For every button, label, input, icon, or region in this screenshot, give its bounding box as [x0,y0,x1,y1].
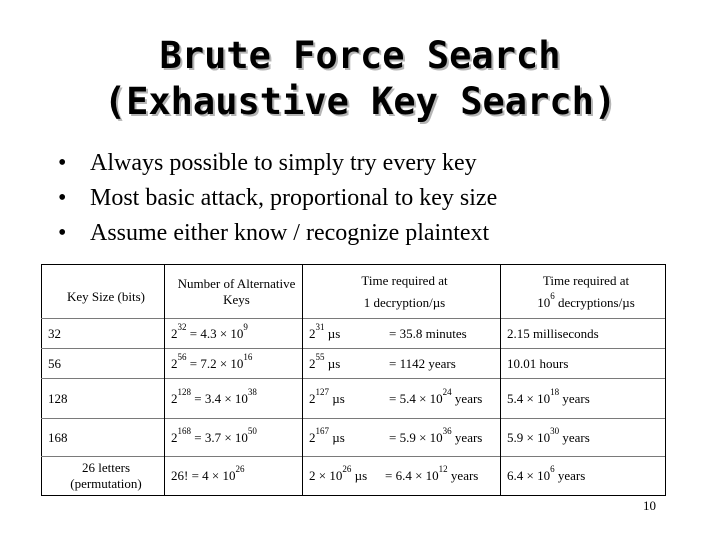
bullet-text: Always possible to simply try every key [90,150,477,176]
slide-title-line-2: (Exhaustive Key Search) [103,80,617,123]
slide-title-line-1: Brute Force Search [159,34,561,77]
page-number: 10 [643,498,656,513]
bullet-dot-icon: • [58,220,67,246]
key-search-table [41,264,666,496]
cell-time-2: $5.9 \times 10^{30}$ years [501,419,666,457]
cell-time-1: $2^{55}$ µs = 1142 years [303,349,501,379]
cell-time-1: $2^{31}$ µs = 35.8 minutes [303,319,501,349]
cell-key-size: 168 [42,419,165,457]
cell-alternatives: $2^{32} = 4.3 \times 10^9$ [165,319,303,349]
bullet-item [58,146,497,181]
table-row [42,379,666,419]
bullet-item [58,216,497,251]
bullet-item [58,181,497,216]
bullet-text: Most basic attack, proportional to key size [90,185,498,211]
cell-time-1: $2^{127}$ µs = $5.4 \times 10^{24}$ years [303,379,501,419]
bullet-text: Assume either know / recognize plaintext [90,220,490,246]
header-alternatives: Number of Alternative Keys [165,265,303,319]
cell-time-1: $2 \times 10^{26}$ µs = $6.4 \times 10^{12}$ years [303,457,501,496]
cell-key-size: 32 [42,319,165,349]
cell-time-2: 10.01 hours [501,349,666,379]
cell-time-1: $2^{167}$ µs = $5.9 \times 10^{36}$ years [303,419,501,457]
cell-key-size: 128 [42,379,165,419]
table-row [42,457,666,496]
header-time-1: Time required at 1 decryption/µs [303,265,501,319]
bullet-dot-icon: • [58,185,67,211]
cell-alternatives: $2^{128} = 3.4 \times 10^{38}$ [165,379,303,419]
cell-alternatives: $2^{56} = 7.2 \times 10^{16}$ [165,349,303,379]
header-key-size: Key Size (bits) [42,265,165,319]
table-header-row [42,265,666,319]
cell-time-2: $6.4 \times 10^6$ years [501,457,666,496]
table-row [42,349,666,379]
table-row [42,419,666,457]
slide-title [0,33,720,125]
cell-time-2: 2.15 milliseconds [501,319,666,349]
header-time-2: Time required at $10^6$ decryptions/µs [501,265,666,319]
bullet-dot-icon: • [58,150,67,176]
table-row [42,319,666,349]
cell-key-size: 56 [42,349,165,379]
cell-alternatives: $2^{168} = 3.7 \times 10^{50}$ [165,419,303,457]
cell-key-size: 26 letters (permutation) [42,457,165,496]
cell-time-2: $5.4 \times 10^{18}$ years [501,379,666,419]
cell-alternatives: 26! = $4 \times 10^{26}$ [165,457,303,496]
bullet-list [58,146,497,251]
